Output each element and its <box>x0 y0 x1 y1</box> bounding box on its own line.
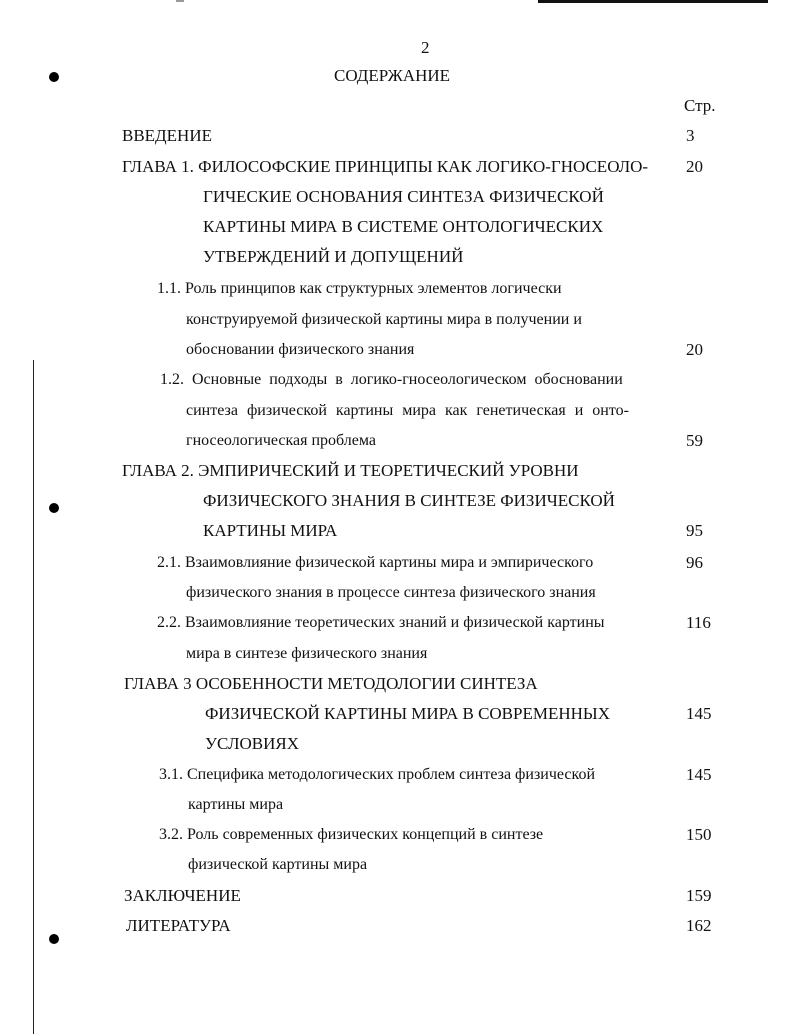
toc-entry-title: 1.2. Основные подходы в логико-гносеологическом обосновании <box>160 371 623 388</box>
toc-entry-title: УТВЕРЖДЕНИЙ И ДОПУЩЕНИЙ <box>203 247 464 266</box>
scan-edge-tick <box>176 0 184 2</box>
toc-entry-page: 20 <box>686 340 703 359</box>
toc-entry-page: 96 <box>686 553 703 572</box>
toc-entry-page: 116 <box>686 613 711 632</box>
toc-entry-page: 95 <box>686 521 703 540</box>
toc-entry-page: 145 <box>686 765 712 784</box>
scan-edge-line <box>538 0 768 3</box>
toc-entry-title: ФИЗИЧЕСКОЙ КАРТИНЫ МИРА В СОВРЕМЕННЫХ <box>205 704 611 723</box>
toc-entry-title: 2.1. Взаимовлияние физической картины мира и эмпирического <box>157 554 594 571</box>
toc-entry-title: 1.1. Роль принципов как структурных элементов логически <box>157 280 562 297</box>
toc-entry-title: ФИЗИЧЕСКОГО ЗНАНИЯ В СИНТЕЗЕ ФИЗИЧЕСКОЙ <box>203 491 615 510</box>
toc-entry-title: физической картины мира <box>188 856 368 873</box>
toc-entry-page: 159 <box>686 886 712 905</box>
toc-entry-title: 3.2. Роль современных физических концепций в синтезе <box>159 826 544 843</box>
toc-entry-title: ГЛАВА 3 ОСОБЕННОСТИ МЕТОДОЛОГИИ СИНТЕЗА <box>124 674 538 693</box>
punch-hole-icon <box>49 934 59 944</box>
toc-entry-title: ЗАКЛЮЧЕНИЕ <box>124 886 241 905</box>
toc-entry-page: 150 <box>686 825 712 844</box>
toc-entry-title: синтеза физической картины мира как генетическая и онто- <box>186 402 629 419</box>
page-left-border <box>33 360 34 1034</box>
toc-entry-title: физического знания в процессе синтеза физического знания <box>186 584 596 601</box>
punch-hole-icon <box>49 72 59 82</box>
toc-entry-page: 162 <box>686 916 712 935</box>
toc-entry-title: гносеологическая проблема <box>186 432 376 449</box>
punch-hole-icon <box>49 503 59 513</box>
toc-entry-title: 2.2. Взаимовлияние теоретических знаний и физической картины <box>157 614 605 631</box>
toc-entry-title: ГИЧЕСКИЕ ОСНОВАНИЯ СИНТЕЗА ФИЗИЧЕСКОЙ <box>203 187 604 206</box>
toc-entry-title: конструируемой физической картины мира в получении и <box>186 311 582 328</box>
toc-entry-title: 3.1. Специфика методологических проблем синтеза физической <box>159 766 596 783</box>
toc-entry-page: 145 <box>686 704 712 723</box>
toc-entry-title: УСЛОВИЯХ <box>205 734 299 753</box>
toc-entry-page: 59 <box>686 431 703 450</box>
toc-entry-title: ЛИТЕРАТУРА <box>126 916 231 935</box>
toc-entry-page: 3 <box>686 126 695 145</box>
toc-entry-title: обосновании физического знания <box>186 341 415 358</box>
toc-entry-title: КАРТИНЫ МИРА В СИСТЕМЕ ОНТОЛОГИЧЕСКИХ <box>203 217 604 236</box>
toc-entry-title: ГЛАВА 2. ЭМПИРИЧЕСКИЙ И ТЕОРЕТИЧЕСКИЙ УРОВНИ <box>122 461 579 480</box>
toc-entry-page: 20 <box>686 157 703 176</box>
page-title: СОДЕРЖАНИЕ <box>334 66 451 85</box>
toc-entry-title: КАРТИНЫ МИРА <box>203 521 338 540</box>
toc-entry-title: картины мира <box>188 796 284 813</box>
toc-entry-title: ВВЕДЕНИЕ <box>122 126 212 145</box>
toc-entry-title: ГЛАВА 1. ФИЛОСОФСКИЕ ПРИНЦИПЫ КАК ЛОГИКО-ГНОСЕОЛО- <box>122 157 649 176</box>
page-number: 2 <box>421 38 430 57</box>
page-column-header: Стр. <box>684 96 716 115</box>
toc-entry-title: мира в синтезе физического знания <box>186 645 428 662</box>
